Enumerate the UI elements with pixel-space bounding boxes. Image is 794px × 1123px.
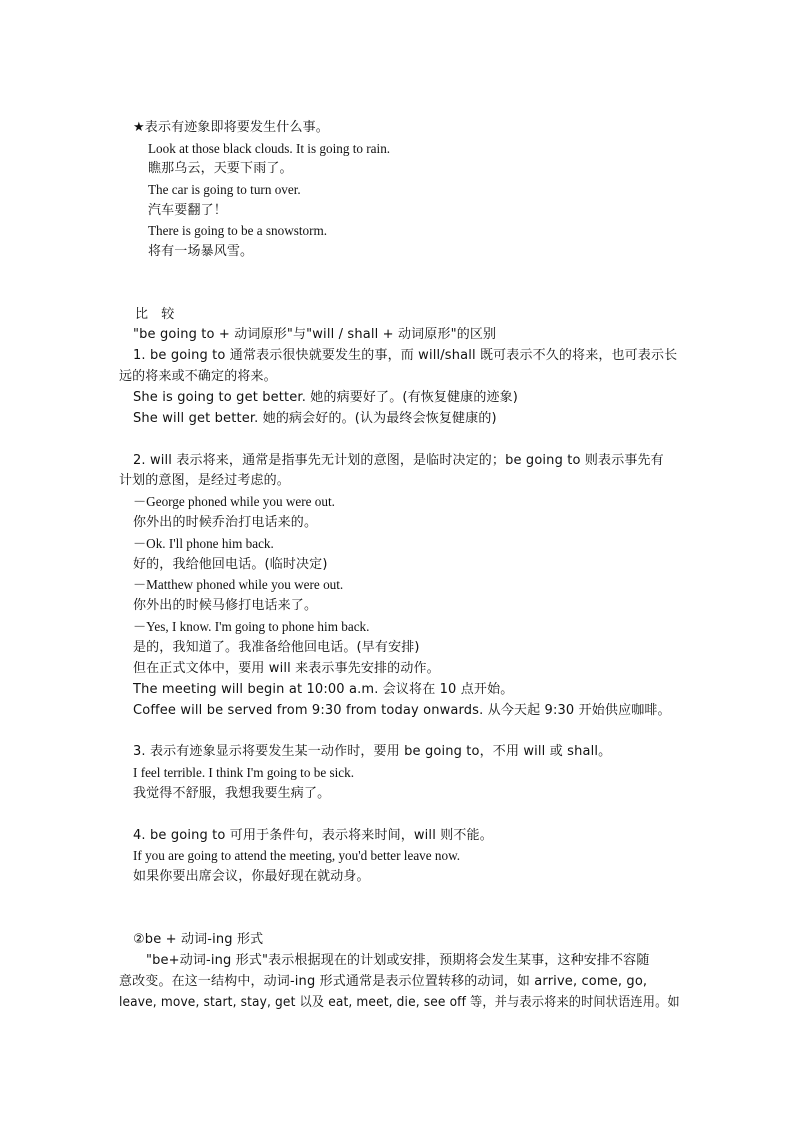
dialogue-translation: 好的，我给他回电话。(临时决定): [133, 557, 328, 572]
paragraph-line: "be+动词-ing 形式"表示根据现在的计划或安排，预期将会发生某事，这种安排不容随: [146, 953, 650, 968]
example-sentence: Look at those black clouds. It is going to rain.: [148, 141, 391, 156]
dialogue-translation: 你外出的时候乔治打电话来的。: [133, 515, 318, 530]
paragraph-line: 意改变。在这一结构中，动词-ing 形式通常是表示位置转移的动词，如 arrive, come, go,: [119, 974, 648, 989]
point-1-text: 1. be going to 通常表示很快就要发生的事，而 will/shall 既可表示不久的将来，也可表示长: [133, 348, 678, 363]
comparison-heading: 比 较: [135, 307, 175, 322]
example-sentence: She is going to get better. 她的病要好了。(有恢复健康的迹象): [133, 390, 518, 405]
example-translation: 如果你要出席会议，你最好现在就动身。: [133, 869, 370, 884]
section-heading-signs: ★表示有迹象即将要发生什么事。: [133, 120, 329, 135]
example-translation: 瞧那乌云，天要下雨了。: [148, 161, 293, 176]
point-2-text-cont: 计划的意图，是经过考虑的。: [119, 473, 290, 488]
point-3-text: 3. 表示有迹象显示将要发生某一动作时，要用 be going to，不用 will 或 shall。: [133, 744, 612, 759]
example-sentence: There is going to be a snowstorm.: [148, 223, 328, 238]
dialogue-line: －Yes, I know. I'm going to phone him back.: [133, 619, 370, 634]
dialogue-line: －George phoned while you were out.: [133, 494, 335, 509]
formal-style-note: 但在正式文体中，要用 will 来表示事先安排的动作。: [133, 661, 440, 676]
dialogue-translation: 你外出的时候马修打电话来了。: [133, 598, 318, 613]
example-sentence: If you are going to attend the meeting, you'd better leave now.: [133, 848, 461, 863]
dialogue-line: －Matthew phoned while you were out.: [133, 577, 344, 592]
example-translation: 将有一场暴风雪。: [148, 244, 254, 259]
point-1-text-cont: 远的将来或不确定的将来。: [119, 369, 277, 384]
section-heading-be-ing: ②be + 动词-ing 形式: [133, 932, 264, 947]
point-2-text: 2. will 表示将来，通常是指事先无计划的意图，是临时决定的；be going to 则表示事先有: [133, 453, 664, 468]
dialogue-line: －Ok. I'll phone him back.: [133, 536, 274, 551]
point-4-text: 4. be going to 可用于条件句，表示将来时间，will 则不能。: [133, 828, 493, 843]
example-sentence: The car is going to turn over.: [148, 182, 301, 197]
example-sentence: Coffee will be served from 9:30 from today onwards. 从今天起 9:30 开始供应咖啡。: [133, 703, 671, 718]
dialogue-translation: 是的，我知道了。我准备给他回电话。(早有安排): [133, 640, 420, 655]
example-sentence: The meeting will begin at 10:00 a.m. 会议将在 10 点开始。: [133, 682, 514, 697]
comparison-subheading: "be going to + 动词原形"与"will / shall + 动词原形"的区别: [133, 327, 497, 342]
example-translation: 我觉得不舒服，我想我要生病了。: [133, 786, 331, 801]
example-translation: 汽车要翻了！: [148, 203, 227, 218]
example-sentence: I feel terrible. I think I'm going to be sick.: [133, 765, 355, 780]
paragraph-line: leave, move, start, stay, get 以及 eat, meet, die, see off 等，并与表示将来的时间状语连用。如: [119, 995, 680, 1010]
example-sentence: She will get better. 她的病会好的。(认为最终会恢复健康的): [133, 411, 497, 426]
